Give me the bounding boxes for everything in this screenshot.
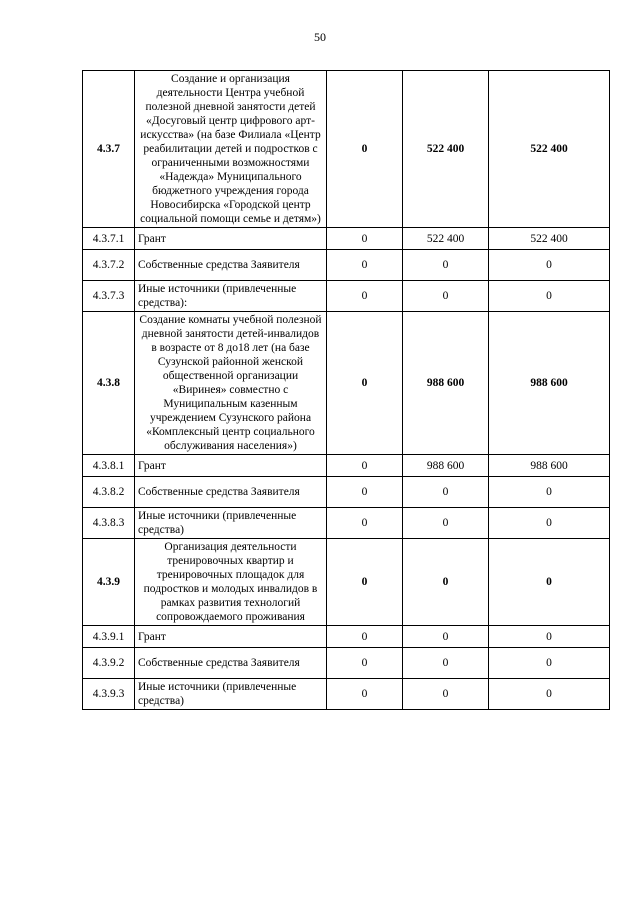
item-number: 4.3.9.1 — [83, 626, 135, 648]
item-number: 4.3.8.1 — [83, 455, 135, 477]
item-description: Грант — [135, 455, 327, 477]
item-number: 4.3.8.3 — [83, 508, 135, 539]
table-row — [83, 626, 610, 648]
value-col-b: 988 600 — [403, 455, 489, 477]
item-description: Грант — [135, 228, 327, 250]
value-col-a: 0 — [327, 626, 403, 648]
item-number: 4.3.7 — [83, 71, 135, 228]
table-row — [83, 679, 610, 710]
value-col-c: 988 600 — [489, 312, 610, 455]
item-description: Собственные средства Заявителя — [135, 250, 327, 281]
item-number: 4.3.9.3 — [83, 679, 135, 710]
value-col-b: 0 — [403, 250, 489, 281]
table-row — [83, 312, 610, 455]
table-row — [83, 228, 610, 250]
value-col-b: 0 — [403, 281, 489, 312]
table-row — [83, 71, 610, 228]
item-description: Создание комнаты учебной полезной дневной занятости детей-инвалидов в возрасте от 8 до18 лет (на базе Сузунской районной женской общественной организации «Виринея» совместно с Муниципальным казенным учреждением Сузунского района «Комплексный центр социального обслуживания населения») — [135, 312, 327, 455]
value-col-b: 0 — [403, 477, 489, 508]
table-row — [83, 539, 610, 626]
value-col-a: 0 — [327, 477, 403, 508]
item-number: 4.3.7.1 — [83, 228, 135, 250]
value-col-c: 0 — [489, 539, 610, 626]
value-col-c: 0 — [489, 250, 610, 281]
value-col-a: 0 — [327, 312, 403, 455]
value-col-a: 0 — [327, 71, 403, 228]
table-row — [83, 455, 610, 477]
table-row — [83, 281, 610, 312]
value-col-c: 0 — [489, 281, 610, 312]
item-number: 4.3.7.3 — [83, 281, 135, 312]
value-col-b: 0 — [403, 508, 489, 539]
value-col-c: 0 — [489, 648, 610, 679]
item-number: 4.3.8 — [83, 312, 135, 455]
item-number: 4.3.7.2 — [83, 250, 135, 281]
item-description: Создание и организация деятельности Центра учебной полезной дневной занятости детей «Досуговый центр цифрового арт-искусства» (на базе Филиала «Центр реабилитации детей и подростков с ограниченными возможностями «Надежда» Муниципального бюджетного учреждения города Новосибирска «Городской центр социальной помощи семье и детям») — [135, 71, 327, 228]
value-col-b: 0 — [403, 648, 489, 679]
value-col-c: 0 — [489, 679, 610, 710]
item-description: Собственные средства Заявителя — [135, 648, 327, 679]
value-col-c: 522 400 — [489, 228, 610, 250]
page-number: 50 — [314, 30, 326, 44]
table-row — [83, 508, 610, 539]
value-col-b: 522 400 — [403, 71, 489, 228]
item-description: Грант — [135, 626, 327, 648]
table-row — [83, 648, 610, 679]
value-col-b: 522 400 — [403, 228, 489, 250]
value-col-a: 0 — [327, 228, 403, 250]
item-number: 4.3.8.2 — [83, 477, 135, 508]
value-col-a: 0 — [327, 648, 403, 679]
value-col-c: 0 — [489, 508, 610, 539]
value-col-a: 0 — [327, 679, 403, 710]
budget-table — [82, 70, 610, 710]
table-row — [83, 477, 610, 508]
value-col-b: 988 600 — [403, 312, 489, 455]
table-row — [83, 250, 610, 281]
value-col-c: 0 — [489, 626, 610, 648]
value-col-a: 0 — [327, 455, 403, 477]
value-col-c: 522 400 — [489, 71, 610, 228]
value-col-b: 0 — [403, 539, 489, 626]
value-col-a: 0 — [327, 508, 403, 539]
value-col-a: 0 — [327, 539, 403, 626]
value-col-b: 0 — [403, 626, 489, 648]
value-col-b: 0 — [403, 679, 489, 710]
item-description: Организация деятельности тренировочных квартир и тренировочных площадок для подростков и молодых инвалидов в рамках развития технологий сопровождаемого проживания — [135, 539, 327, 626]
item-description: Иные источники (привлеченные средства): — [135, 281, 327, 312]
value-col-c: 988 600 — [489, 455, 610, 477]
value-col-a: 0 — [327, 281, 403, 312]
item-description: Иные источники (привлеченные средства) — [135, 679, 327, 710]
item-number: 4.3.9.2 — [83, 648, 135, 679]
item-number: 4.3.9 — [83, 539, 135, 626]
value-col-c: 0 — [489, 477, 610, 508]
value-col-a: 0 — [327, 250, 403, 281]
item-description: Собственные средства Заявителя — [135, 477, 327, 508]
item-description: Иные источники (привлеченные средства) — [135, 508, 327, 539]
